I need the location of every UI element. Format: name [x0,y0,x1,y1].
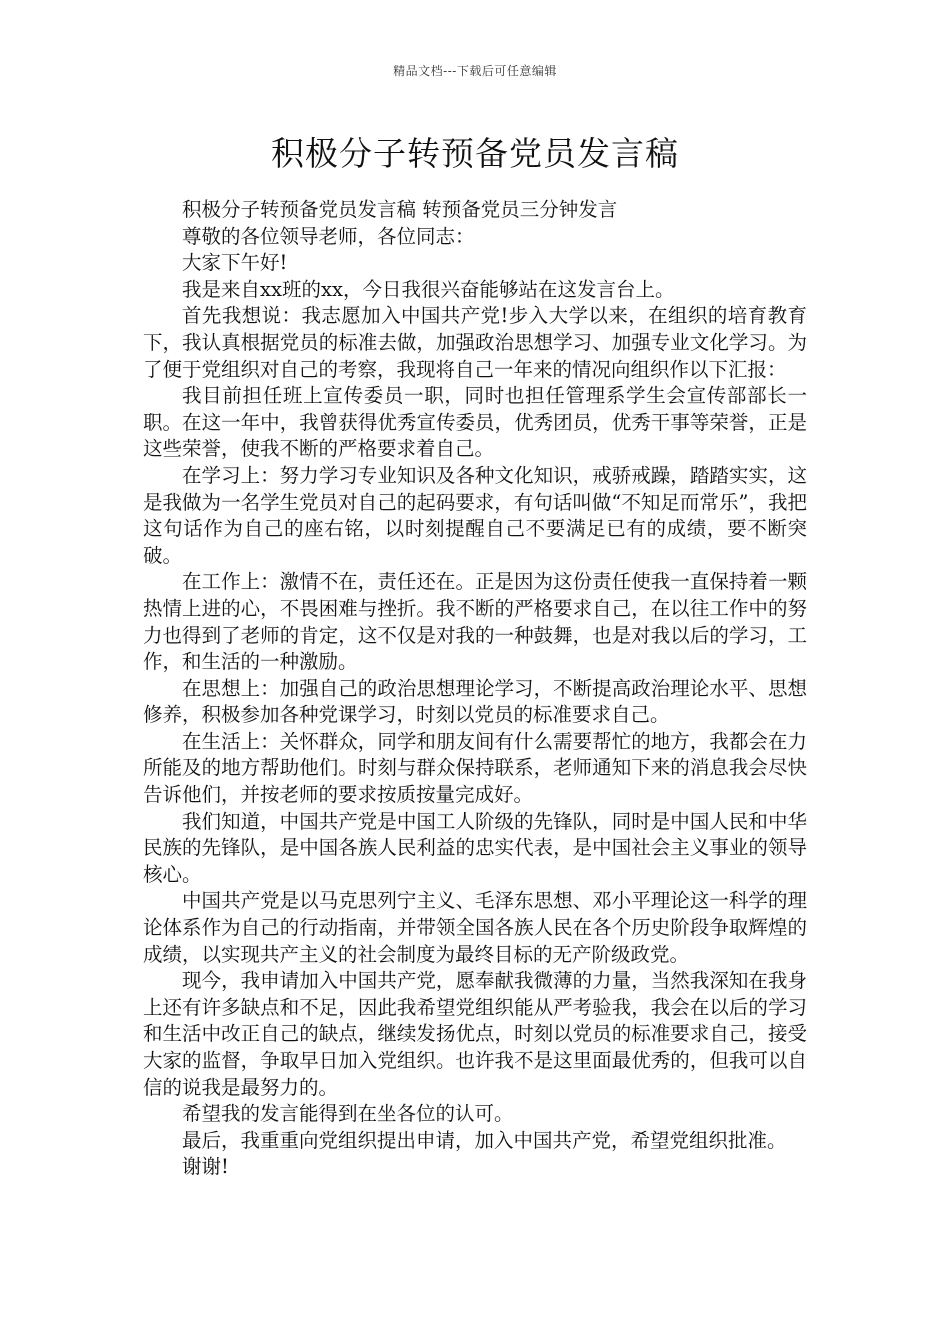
paragraph-study: 在学习上：努力学习专业知识及各种文化知识，戒骄戒躁，踏踏实实，这是我做为一名学生党员对自己的起码要求，有句话叫做“不知足而常乐”，我把这句话作为自己的座右铭，以时刻提醒自己不要满足已有的成绩，要不断突破。 [143,463,807,567]
paragraph-work: 在工作上：激情不在，责任还在。正是因为这份责任使我一直保持着一颗热情上进的心，不畏困难与挫折。我不断的严格要求自己，在以往工作中的努力也得到了老师的肯定，这不仅是对我的一种鼓舞，也是对我以后的学习，工作，和生活的一种激励。 [143,570,807,674]
paragraph-thanks: 谢谢! [182,1155,229,1179]
paragraph-party-nature: 我们知道，中国共产党是中国工人阶级的先锋队，同时是中国人民和中华民族的先锋队，是中国各族人民利益的忠实代表，是中国社会主义事业的领导核心。 [143,809,807,886]
paragraph-subtitle: 积极分子转预备党员发言稿 转预备党员三分钟发言 [182,198,618,221]
paragraph-thought: 在思想上：加强自己的政治思想理论学习，不断提高政治理论水平、思想修养，积极参加各种党课学习，时刻以党员的标准要求自己。 [143,676,807,727]
document-body [143,197,807,1181]
paragraph-intent: 首先我想说：我志愿加入中国共产党!步入大学以来，在组织的培育教育下，我认真根据党员的标准去做，加强政治思想学习、加强专业文化学习。为了便于党组织对自己的考察，我现将自己一年来的情况向组织作以下汇报： [143,304,807,381]
paragraph-salutation: 尊敬的各位领导老师，各位同志： [182,224,475,248]
paragraph-final-request: 最后，我重重向党组织提出申请，加入中国共产党，希望党组织批准。 [182,1128,787,1152]
header-note: 精品文档---下载后可任意编辑 [393,64,557,78]
paragraph-positions: 我目前担任班上宣传委员一职，同时也担任管理系学生会宣传部部长一职。在这一年中，我曾获得优秀宣传委员，优秀团员，优秀干事等荣誉，正是这些荣誉，使我不断的严格要求着自己。 [143,384,807,461]
document-title: 积极分子转预备党员发言稿 [271,134,679,173]
paragraph-party-guidance: 中国共产党是以马克思列宁主义、毛泽东思想、邓小平理论这一科学的理论体系作为自己的行动指南，并带领全国各族人民在各个历史阶段争取辉煌的成绩，以实现共产主义的社会制度为最终目标的无产阶级政党。 [143,889,807,966]
paragraph-greeting: 大家下午好! [182,251,288,275]
paragraph-application: 现今，我申请加入中国共产党，愿奉献我微薄的力量，当然我深知在我身上还有许多缺点和不足，因此我希望党组织能从严考验我，我会在以后的学习和生活中改正自己的缺点，继续发扬优点，时刻以党员的标准要求自己，接受大家的监督，争取早日加入党组织。也许我不是这里面最优秀的，但我可以自信的说我是最努力的。 [143,969,807,1099]
paragraph-hope: 希望我的发言能得到在坐各位的认可。 [182,1102,514,1126]
paragraph-introduction: 我是来自xx班的xx，今日我很兴奋能够站在这发言台上。 [182,277,675,301]
paragraph-life: 在生活上：关怀群众，同学和朋友间有什么需要帮忙的地方，我都会在力所能及的地方帮助他们。时刻与群众保持联系，老师通知下来的消息我会尽快告诉他们，并按老师的要求按质按量完成好。 [143,729,807,807]
